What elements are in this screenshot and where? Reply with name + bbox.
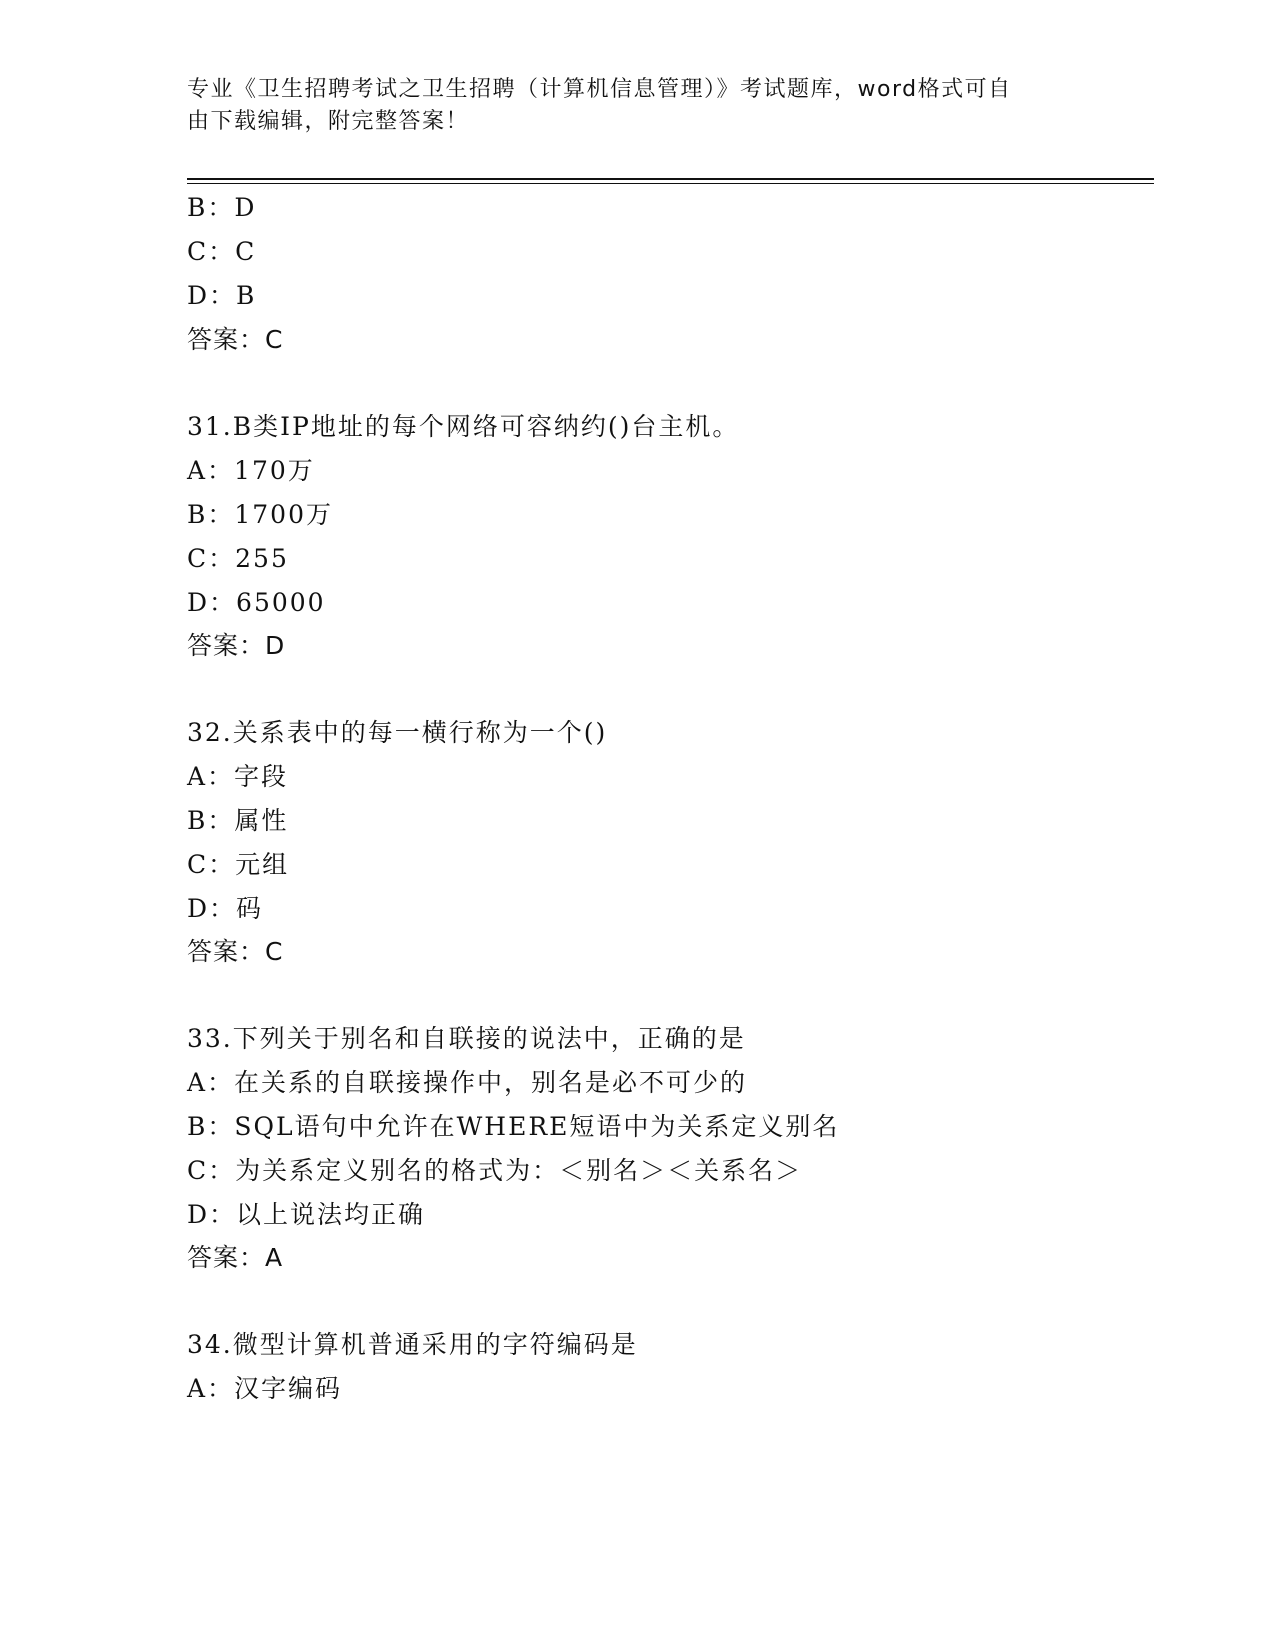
- option-b: B：SQL语句中允许在WHERE短语中为关系定义别名: [187, 1112, 840, 1141]
- option-c: C：为关系定义别名的格式为：＜别名＞＜关系名＞: [187, 1156, 803, 1185]
- option-b: B：D: [187, 193, 257, 222]
- answer: 答案：A: [187, 1243, 284, 1272]
- answer: 答案：C: [187, 325, 284, 354]
- header-rule-thin: [187, 183, 1154, 184]
- question-stem: 34.微型计算机普通采用的字符编码是: [187, 1330, 638, 1359]
- question-stem: 32.关系表中的每一横行称为一个(): [187, 718, 608, 747]
- option-c: C：元组: [187, 850, 290, 879]
- header-rule-thick: [187, 178, 1154, 180]
- option-d: D：以上说法均正确: [187, 1200, 426, 1229]
- option-c: C：255: [187, 544, 289, 573]
- answer: 答案：C: [187, 937, 284, 966]
- answer: 答案：D: [187, 631, 286, 660]
- option-a: A：汉字编码: [187, 1374, 343, 1403]
- option-b: B：1700万: [187, 500, 333, 529]
- option-a: A：在关系的自联接操作中，别名是必不可少的: [187, 1068, 748, 1097]
- option-a: A：字段: [187, 762, 289, 791]
- question-stem: 31.B类IP地址的每个网络可容纳约()台主机。: [187, 412, 740, 441]
- document-header: [187, 74, 1067, 138]
- option-c: C：C: [187, 237, 257, 266]
- option-b: B：属性: [187, 806, 289, 835]
- header-line-1: 专业《卫生招聘考试之卫生招聘（计算机信息管理）》考试题库，word格式可自: [187, 77, 1012, 102]
- option-d: D：码: [187, 894, 264, 923]
- option-a: A：170万: [187, 456, 315, 485]
- option-d: D：65000: [187, 588, 326, 617]
- question-stem: 33.下列关于别名和自联接的说法中，正确的是: [187, 1024, 746, 1053]
- header-line-2: 由下载编辑，附完整答案！: [187, 109, 470, 134]
- option-d: D：B: [187, 281, 257, 310]
